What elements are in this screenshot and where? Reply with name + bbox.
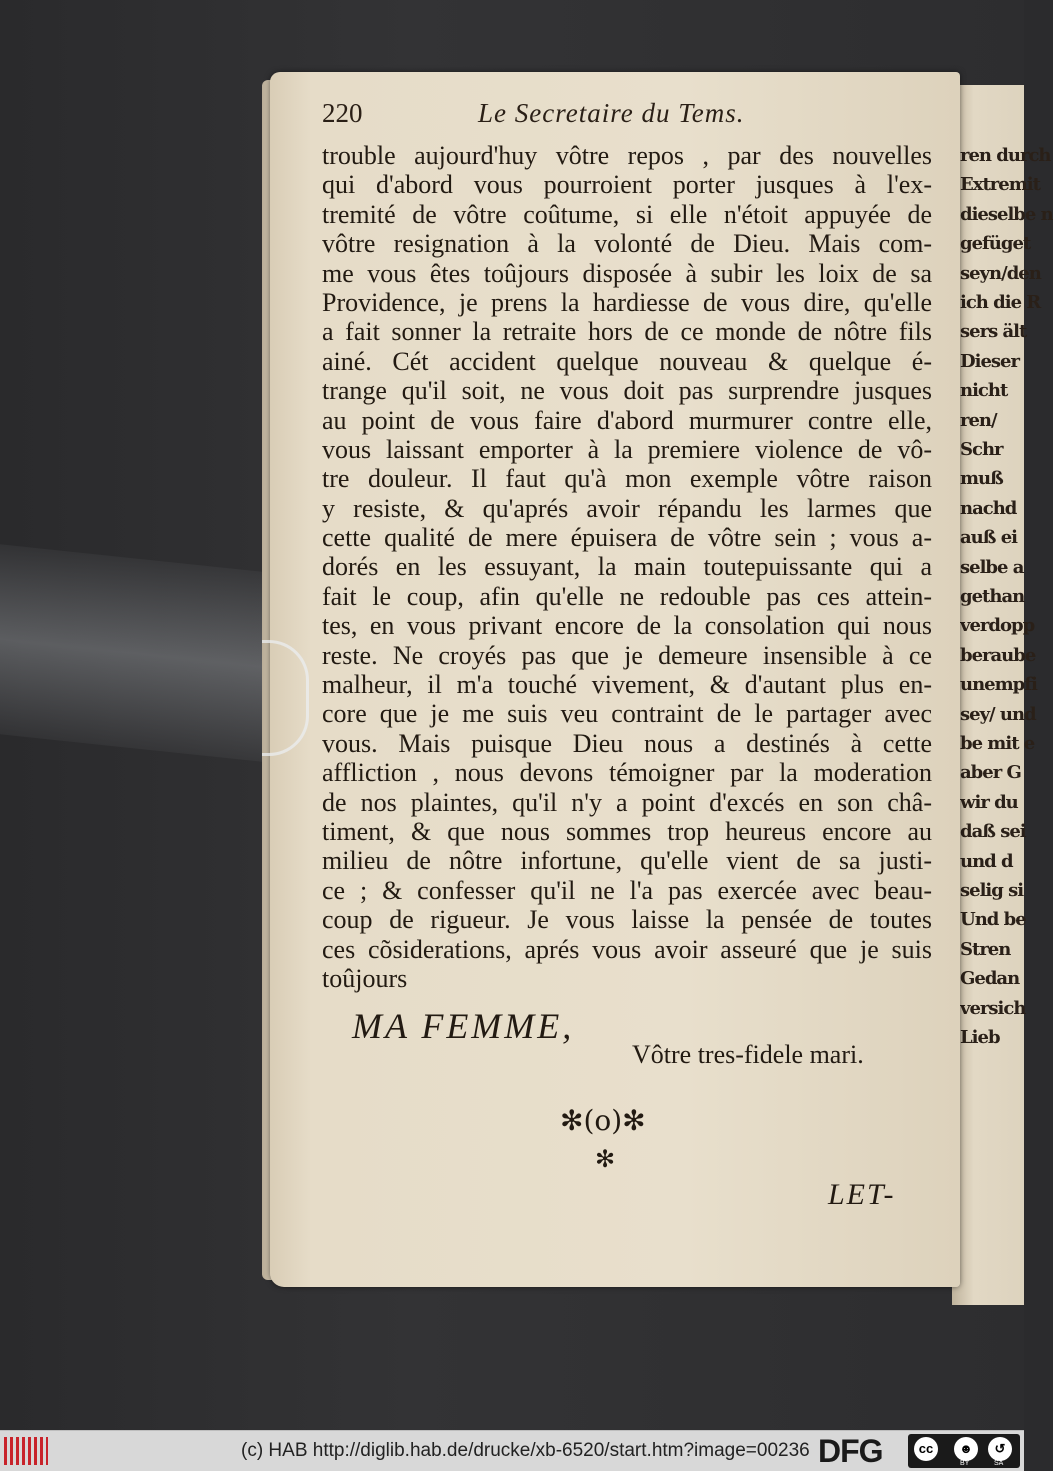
ornament: ✻(o)✻: [560, 1104, 646, 1137]
cc-icon: cc: [914, 1437, 938, 1461]
facing-page-line: nicht: [960, 380, 1008, 402]
salutation: MA FEMME,: [352, 1006, 575, 1046]
viewer-footer: [0, 1430, 1024, 1471]
facing-page-line: daß sei: [960, 821, 1026, 843]
facing-page-line: Stren: [960, 938, 1011, 960]
text-line: Providence, je prens la hardiesse de vous dire, qu'elle: [322, 287, 932, 317]
text-line: tre douleur. Il faut qu'à mon exemple vôtre raison: [322, 464, 932, 494]
facing-page-line: nachd: [960, 497, 1017, 519]
facing-page-line: selig si: [960, 880, 1024, 901]
text-line: a fait sonner la retraite hors de ce monde de nôtre fils: [322, 317, 932, 347]
text-line: fait le coup, afin qu'elle ne redouble pas ces attein-: [322, 581, 932, 611]
page-header: [322, 98, 942, 138]
page-number: 220: [322, 98, 363, 128]
text-line: reste. Ne croyés pas que je demeure insensible à ce: [322, 640, 932, 670]
by-label: BY: [960, 1460, 970, 1467]
facing-page-line: verdopp: [960, 615, 1035, 637]
text-line: core que je me suis veu contraint de le partager avec: [322, 699, 932, 729]
text-line: toûjours: [322, 963, 408, 993]
facing-page-line: Dieser: [960, 350, 1019, 372]
sa-icon: ↺: [988, 1437, 1012, 1461]
text-line: ces cõsiderations, aprés vous avoir asseuré que je suis: [322, 934, 932, 964]
facing-page-line: wir du: [960, 791, 1018, 813]
facing-page: [952, 85, 1053, 1305]
text-line: trange qu'il soit, ne vous doit pas surprendre jusques: [322, 376, 932, 406]
facing-page-line: Gedan: [960, 968, 1020, 990]
clip-shadow: [0, 544, 300, 766]
text-line: au point de vous faire d'abord murmurer contre elle,: [322, 405, 932, 435]
text-line: coup de rigueur. Je vous laisse la pensée de toutes: [322, 905, 932, 935]
facing-page-line: muß: [960, 468, 1003, 490]
catchword: LET-: [828, 1178, 896, 1211]
text-line: y resiste, & qu'aprés avoir répandu les larmes que: [322, 493, 932, 523]
text-line: milieu de nôtre infortune, qu'elle vient de sa justi-: [322, 846, 932, 876]
facing-page-line: sey/ und: [960, 703, 1036, 725]
facing-page-line: dieselbe n: [960, 203, 1053, 225]
text-line: cette qualité de mere épuisera de vôtre sein ; vous a-: [322, 523, 932, 553]
cc-license-badge[interactable]: [908, 1434, 1020, 1468]
text-line: vôtre resignation à la volonté de Dieu. Mais com-: [322, 229, 932, 259]
facing-page-line: Extremit: [960, 174, 1040, 196]
text-line: de nos plaintes, qu'il n'y a point d'excés en son châ-: [322, 787, 932, 817]
facing-page-line: auß ei: [960, 527, 1017, 549]
text-line: ainé. Cét accident quelque nouveau & quelque é-: [322, 346, 932, 376]
signature: Vôtre tres-fidele mari.: [632, 1040, 864, 1069]
letter-body: [322, 141, 932, 993]
text-line: dorés en les essuyant, la main toutepuissante qui a: [322, 552, 932, 582]
text-line: qui d'abord vous pourroient porter jusques à l'ex-: [322, 170, 932, 200]
running-title: Le Secretaire du Tems.: [478, 98, 745, 128]
dfg-logo: DFG: [818, 1433, 883, 1469]
facing-page-line: aber G: [960, 762, 1021, 784]
facing-page-line: gefüget: [960, 233, 1031, 255]
facing-page-line: seyn/den: [960, 262, 1041, 284]
facing-page-line: beraube: [960, 644, 1036, 666]
sa-label: SA: [994, 1460, 1004, 1467]
text-line: ce ; & confesser qu'il ne l'a pas exercée avec beau-: [322, 875, 932, 905]
text-line: tremité de vôtre coûtume, si elle n'étoit appuyée de: [322, 199, 932, 229]
citation-link[interactable]: (c) HAB http://diglib.hab.de/drucke/xb-6520/start.htm?image=00236: [241, 1440, 810, 1461]
by-icon: ☻: [954, 1437, 978, 1461]
facing-page-line: unempfi: [960, 674, 1037, 696]
text-line: vous laissant emporter à la premiere violence de vô-: [322, 434, 932, 464]
text-line: trouble aujourd'huy vôtre repos , par des nouvelles: [322, 141, 932, 170]
text-line: timent, & que nous sommes trop heureus encore au: [322, 816, 932, 846]
facing-page-line: Lieb: [960, 1027, 1000, 1048]
facing-page-line: versich: [960, 997, 1026, 1019]
text-line: malheur, il m'a touché vivement, & d'autant plus en-: [322, 670, 932, 700]
text-line: tes, en vous privant encore de la consolation qui nous: [322, 611, 932, 641]
barcode-icon: [4, 1437, 48, 1465]
text-line: vous. Mais puisque Dieu nous a destinés à cette: [322, 728, 932, 758]
facing-page-line: ren durch: [960, 145, 1051, 166]
text-line: affliction , nous devons témoigner par la moderation: [322, 758, 932, 788]
text-line: me vous êtes toûjours disposée à subir les loix de sa: [322, 258, 932, 288]
facing-page-line: ren/: [960, 409, 997, 431]
facing-page-line: Schr: [960, 439, 1003, 460]
facing-page-line: Und be: [960, 909, 1026, 931]
facing-page-line: be mit e: [960, 733, 1035, 754]
facing-page-line: gethan: [960, 586, 1025, 607]
facing-page-line: selbe a: [960, 556, 1024, 578]
facing-page-line: ich die R: [960, 292, 1041, 313]
facing-page-line: sers ält: [960, 321, 1027, 343]
ornament-small: ✻: [595, 1145, 616, 1173]
page-clip: [262, 640, 309, 756]
facing-page-line: und d: [960, 850, 1013, 872]
